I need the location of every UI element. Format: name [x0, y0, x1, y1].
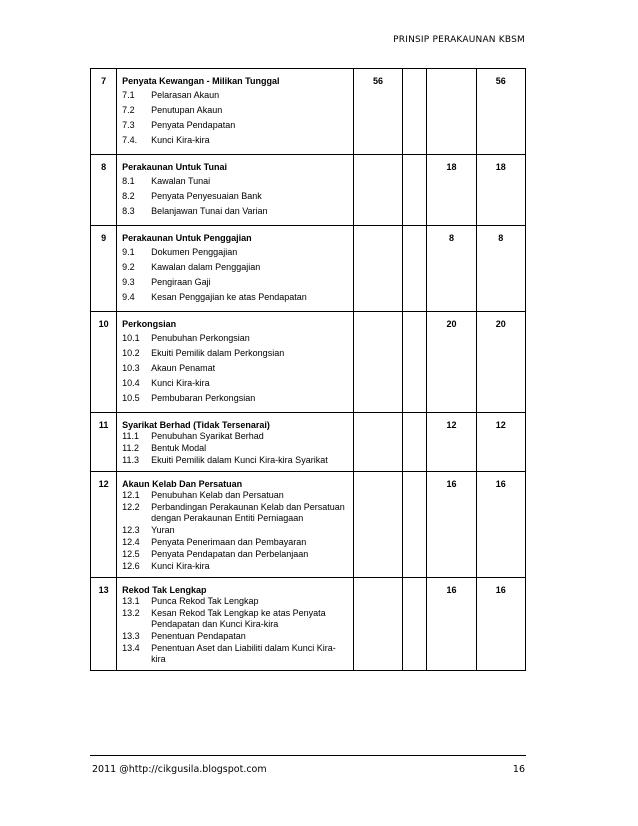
table-row [91, 413, 526, 472]
period-value-total: 18 [476, 155, 525, 226]
subtopic-number: 10.5 [122, 393, 140, 403]
subtopic-item [122, 378, 349, 389]
subtopic-number: 9.3 [122, 277, 135, 287]
subtopic-number: 11.3 [122, 455, 139, 465]
subtopic-text: Penyata Pendapatan dan Perbelanjaan [151, 549, 309, 559]
subtopic-text: Kawalan Tunai [151, 176, 211, 186]
subtopic-item [122, 608, 349, 630]
topic-content [117, 69, 354, 155]
subtopic-number: 13.4 [122, 643, 140, 653]
subtopic-item [122, 333, 349, 344]
subtopic-item [122, 631, 349, 642]
subtopic-text: Pelarasan Akaun [151, 90, 220, 100]
subtopic-number: 12.1 [122, 490, 140, 500]
period-value-b: 18 [427, 155, 476, 226]
subtopic-text: Kunci Kira-kira [151, 378, 210, 388]
topic-title: Perakaunan Untuk Tunai [122, 162, 227, 172]
table-row [91, 472, 526, 578]
subtopic-item [122, 292, 349, 303]
period-value-a [353, 578, 402, 671]
topic-title: Syarikat Berhad (Tidak Tersenarai) [122, 420, 270, 430]
subtopic-item [122, 105, 349, 116]
subtopic-number: 12.4 [122, 537, 140, 547]
subtopic-number: 10.1 [122, 333, 140, 343]
subtopic-item [122, 549, 349, 560]
subtopic-item [122, 525, 349, 536]
subtopic-item [122, 348, 349, 359]
subtopic-item [122, 247, 349, 258]
page-number: 16 [512, 764, 525, 775]
subtopic-item [122, 643, 349, 665]
period-value-b: 12 [427, 413, 476, 472]
period-value-gap [403, 155, 427, 226]
subtopic-item [122, 277, 349, 288]
subtopic-item [122, 561, 349, 572]
subtopic-number: 10.2 [122, 348, 140, 358]
subtopic-item [122, 393, 349, 404]
topic-number: 7 [91, 69, 117, 155]
subtopic-number: 9.4 [122, 292, 135, 302]
subtopic-text: Penentuan Pendapatan [151, 631, 246, 641]
period-value-b: 16 [427, 578, 476, 671]
subtopic-number: 12.5 [122, 549, 140, 559]
subtopic-text: Punca Rekod Tak Lengkap [151, 596, 259, 606]
subtopic-number: 8.2 [122, 191, 135, 201]
subtopic-item [122, 90, 349, 101]
table-row [91, 578, 526, 671]
topic-content [117, 155, 354, 226]
period-value-b: 8 [427, 226, 476, 312]
subtopic-text: Belanjawan Tunai dan Varian [151, 206, 268, 216]
subtopic-number: 7.3 [122, 120, 135, 130]
subtopic-text: Kawalan dalam Penggajian [151, 262, 261, 272]
topic-title: Rekod Tak Lengkap [122, 585, 207, 595]
period-value-gap [403, 578, 427, 671]
period-value-a [353, 226, 402, 312]
topic-title: Perkongsian [122, 319, 177, 329]
subtopic-text: Yuran [151, 525, 175, 535]
topic-number: 10 [91, 312, 117, 413]
subtopic-number: 12.3 [122, 525, 140, 535]
subtopic-text: Ekuiti Pemilik dalam Kunci Kira-kira Syarikat [151, 455, 328, 465]
period-value-b: 16 [427, 472, 476, 578]
subtopic-item [122, 135, 349, 146]
period-value-gap [403, 413, 427, 472]
topic-content [117, 413, 354, 472]
subtopic-number: 7.2 [122, 105, 135, 115]
subtopic-item [122, 176, 349, 187]
subtopic-text: Kesan Rekod Tak Lengkap ke atas Penyata Pendapatan dan Kunci Kira-kira [151, 608, 326, 629]
syllabus-table-body [91, 69, 526, 671]
period-value-total: 12 [476, 413, 525, 472]
topic-number: 9 [91, 226, 117, 312]
subtopic-text: Penentuan Aset dan Liabiliti dalam Kunci Kira-kira [151, 643, 336, 664]
topic-title: Penyata Kewangan - Milikan Tunggal [122, 76, 280, 86]
subtopic-item [122, 262, 349, 273]
footer-source: 2011 @http://cikgusila.blogspot.com [92, 764, 267, 775]
period-value-total: 8 [476, 226, 525, 312]
footer-divider [90, 755, 526, 756]
subtopic-text: Penubuhan Kelab dan Persatuan [151, 490, 284, 500]
subtopic-item [122, 502, 349, 524]
subtopic-number: 9.2 [122, 262, 135, 272]
subtopic-number: 11.2 [122, 443, 139, 453]
subtopic-number: 10.4 [122, 378, 140, 388]
subtopic-text: Ekuiti Pemilik dalam Perkongsian [151, 348, 285, 358]
topic-content [117, 312, 354, 413]
period-value-a [353, 472, 402, 578]
subtopic-item [122, 490, 349, 501]
table-row [91, 69, 526, 155]
topic-number: 8 [91, 155, 117, 226]
subtopic-text: Penyata Pendapatan [151, 120, 236, 130]
period-value-gap [403, 226, 427, 312]
topic-content [117, 472, 354, 578]
subtopic-item [122, 596, 349, 607]
subtopic-number: 7.1 [122, 90, 135, 100]
topic-title: Perakaunan Untuk Penggajian [122, 233, 252, 243]
period-value-a [353, 312, 402, 413]
period-value-a [353, 155, 402, 226]
subtopic-number: 7.4. [122, 135, 138, 145]
period-value-total: 56 [476, 69, 525, 155]
period-value-gap [403, 472, 427, 578]
subtopic-number: 8.3 [122, 206, 135, 216]
page-header: PRINSIP PERAKAUNAN KBSM [393, 35, 525, 45]
subtopic-item [122, 363, 349, 374]
topic-number: 12 [91, 472, 117, 578]
subtopic-number: 13.2 [122, 608, 140, 618]
subtopic-text: Penubuhan Perkongsian [151, 333, 250, 343]
subtopic-number: 8.1 [122, 176, 135, 186]
subtopic-text: Perbandingan Perakaunan Kelab dan Persatuan dengan Perakaunan Entiti Perniagaan [151, 502, 345, 523]
table-row [91, 312, 526, 413]
subtopic-number: 10.3 [122, 363, 140, 373]
subtopic-item [122, 191, 349, 202]
subtopic-text: Penyata Penyesuaian Bank [151, 191, 262, 201]
subtopic-text: Penutupan Akaun [151, 105, 223, 115]
subtopic-number: 13.1 [122, 596, 140, 606]
topic-title: Akaun Kelab Dan Persatuan [122, 479, 243, 489]
subtopic-text: Pembubaran Perkongsian [151, 393, 256, 403]
period-value-total: 16 [476, 578, 525, 671]
subtopic-text: Kesan Penggajian ke atas Pendapatan [151, 292, 307, 302]
syllabus-table [90, 68, 526, 671]
period-value-total: 16 [476, 472, 525, 578]
subtopic-text: Dokumen Penggajian [151, 247, 238, 257]
subtopic-item [122, 206, 349, 217]
subtopic-text: Penyata Penerimaan dan Pembayaran [151, 537, 307, 547]
period-value-gap [403, 312, 427, 413]
subtopic-item [122, 431, 349, 442]
topic-content [117, 226, 354, 312]
subtopic-text: Penubuhan Syarikat Berhad [151, 431, 264, 441]
subtopic-number: 12.2 [122, 502, 140, 512]
subtopic-number: 9.1 [122, 247, 135, 257]
subtopic-text: Pengiraan Gaji [151, 277, 211, 287]
period-value-b [427, 69, 476, 155]
topic-content [117, 578, 354, 671]
subtopic-text: Bentuk Modal [151, 443, 207, 453]
subtopic-text: Akaun Penamat [151, 363, 216, 373]
subtopic-item [122, 455, 349, 466]
table-row [91, 226, 526, 312]
subtopic-item [122, 443, 349, 454]
subtopic-item [122, 537, 349, 548]
table-row [91, 155, 526, 226]
period-value-b: 20 [427, 312, 476, 413]
period-value-gap [403, 69, 427, 155]
subtopic-number: 12.6 [122, 561, 140, 571]
subtopic-item [122, 120, 349, 131]
topic-number: 13 [91, 578, 117, 671]
subtopic-text: Kunci Kira-kira [151, 135, 210, 145]
topic-number: 11 [91, 413, 117, 472]
subtopic-number: 11.1 [122, 431, 139, 441]
subtopic-number: 13.3 [122, 631, 140, 641]
subtopic-text: Kunci Kira-kira [151, 561, 210, 571]
period-value-total: 20 [476, 312, 525, 413]
period-value-a: 56 [353, 69, 402, 155]
period-value-a [353, 413, 402, 472]
